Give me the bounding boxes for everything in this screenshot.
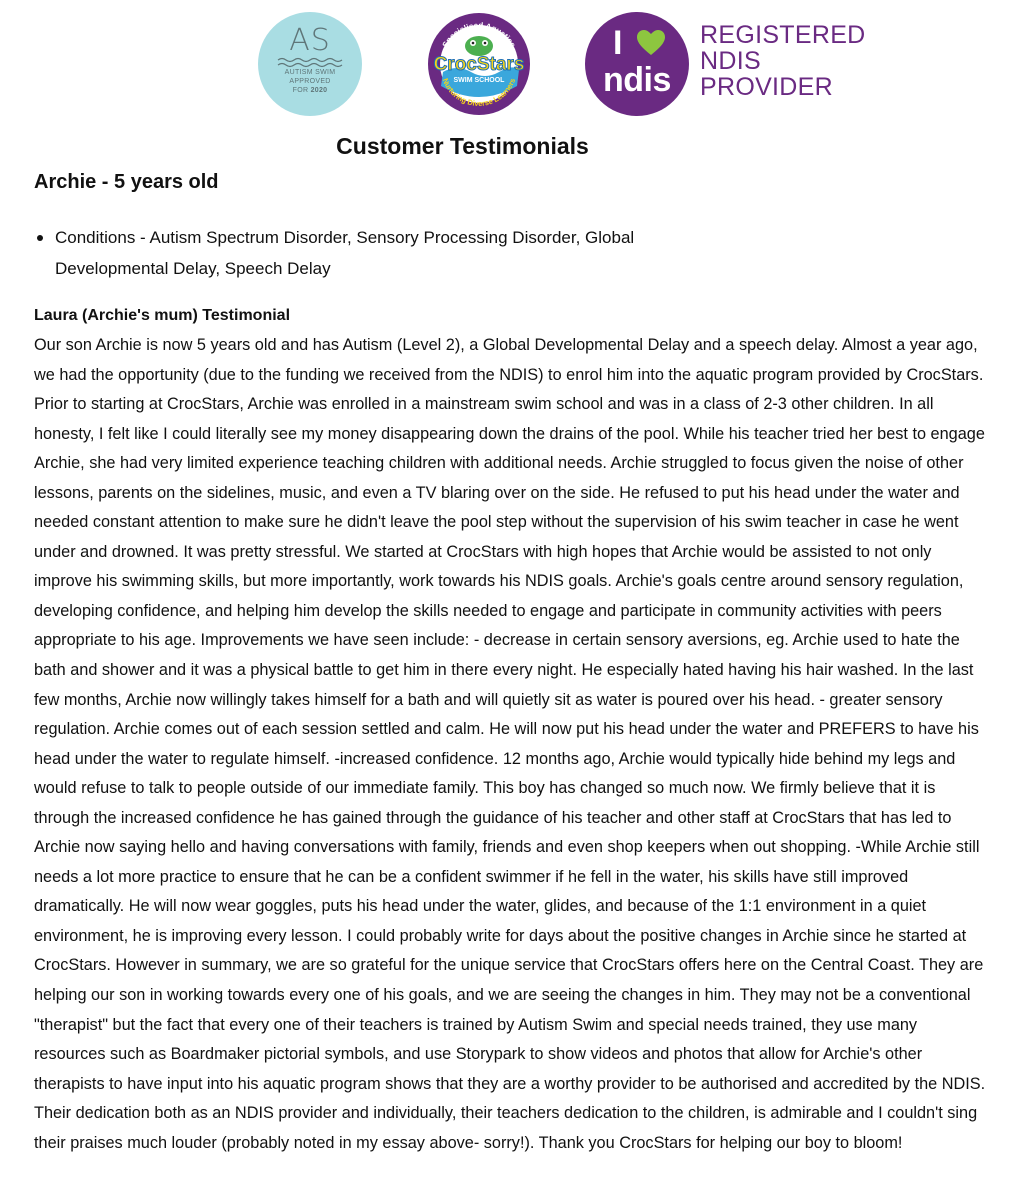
autism-swim-logo [258,12,362,116]
crocstars-name: CrocStars [433,54,525,75]
crocstars-logo [427,12,531,116]
heart-icon [637,30,665,56]
subject-heading: Archie - 5 years old [34,171,219,193]
crocstars-sub: SWIM SCHOOL [453,77,505,84]
ndis-text-line-1: REGISTERED [700,21,866,49]
crocstars-top-arc: Specialised Aquatics [440,20,518,50]
autism-swim-line-2: APPROVED [289,78,331,85]
autism-swim-for: FOR [292,87,309,94]
conditions-list [34,222,714,284]
ndis-i: I [613,24,623,62]
ndis-logo [585,12,689,116]
testimonial-body: Our son Archie is now 5 years old and has Autism (Level 2), a Global Developmental Delay and a speech delay. Almost a year ago, we had the opportunity (due to the funding we received from the NDIS) to enrol him into the aquatic program provided by CrocStars. Prior to starting at CrocStars, Archie was enrolled in a mainstream swim school and was in a class of 2-3 other children. In all honesty, I felt like I could literally see my money disappearing down the drains of the pool. While his teacher tried her best to engage Archie, she had very limited experience teaching children with additional needs. Archie struggled to focus given the noise of other lessons, parents on the sidelines, music, and even a TV blaring over on the side. He refused to put his head under the water and needed constant attention to make sure he didn't leave the pool step without the supervision of his swim teacher in case he went under and drowned. It was pretty stressful. We started at CrocStars with high hopes that Archie would be assisted to not only improve his swimming skills, but more importantly, work towards his NDIS goals. Archie's goals centre around sensory regulation, developing confidence, and helping him develop the skills needed to engage and participate in community activities with peers appropriate to his age. Improvements we have seen include: - decrease in certain sensory aversions, eg. Archie used to hate the bath and shower and it was a physical battle to get him in there every night. He especially hated having his hair washed. In the last few months, Archie now willingly takes himself for a bath and will quietly sit as water is poured over his head. - greater sensory regulation. Archie comes out of each session settled and calm. He will now put his head under the water and PREFERS to have his head under the water to regulate himself. -increased confidence. 12 months ago, Archie would typically hide behind my legs and would refuse to talk to people outside of our immediate family. This boy has changed so much now. We firmly believe that it is through the increased confidence he has gained through the guidance of his teacher and other staff at CrocStars that has led to Archie now saying hello and having conversations with family, friends and even shop keepers when out shopping. -While Archie still needs a lot more practice to ensure that he can be a confident swimmer if he fell in the water, his skills have still improved dramatically. He will now wear goggles, puts his head under the water, glides, and because of the 1:1 environment in a quiet environment, he is improving every lesson. I could probably write for days about the positive changes in Archie since he started at CrocStars. However in summary, we are so grateful for the unique service that CrocStars offers here on the Central Coast. They are helping our son in working towards every one of his goals, and we are seeing the changes in him. They may not be a conventional "therapist" but the fact that every one of their teachers is trained by Autism Swim and special needs trained, they use many resources such as Boardmaker pictorial symbols, and use Storypark to show videos and photos that allow for Archie's other therapists to have input into his aquatic program shows that they are a worthy provider to be authorised and accredited by the NDIS. Their dedication both as an NDIS provider and individually, their teachers dedication to the children, is admirable and I couldn't sing their praises much louder (probably noted in my essay above- sorry!). Thank you CrocStars for helping our boy to bloom! [34,336,986,1152]
autism-swim-line-3 [258,86,362,95]
testimonial-heading: Laura (Archie's mum) Testimonial [34,307,291,324]
logo-row [0,10,1017,118]
autism-swim-mark: AS [289,23,331,58]
page-title: Customer Testimonials [336,133,589,159]
ndis-text-line-3: PROVIDER [700,73,833,101]
autism-swim-year: 2020 [310,87,328,94]
registered-ndis-provider-text [700,22,866,100]
autism-swim-line-1: AUTISM SWIM [284,69,336,76]
ndis-text-line-2: NDIS [700,47,761,75]
ndis-word: ndis [603,61,671,99]
crocstars-bottom-arc: Nurturing Diverse Learners [440,76,518,109]
list-item: Conditions - Autism Spectrum Disorder, Sensory Processing Disorder, Global Developmental Delay, Speech Delay [34,222,714,284]
